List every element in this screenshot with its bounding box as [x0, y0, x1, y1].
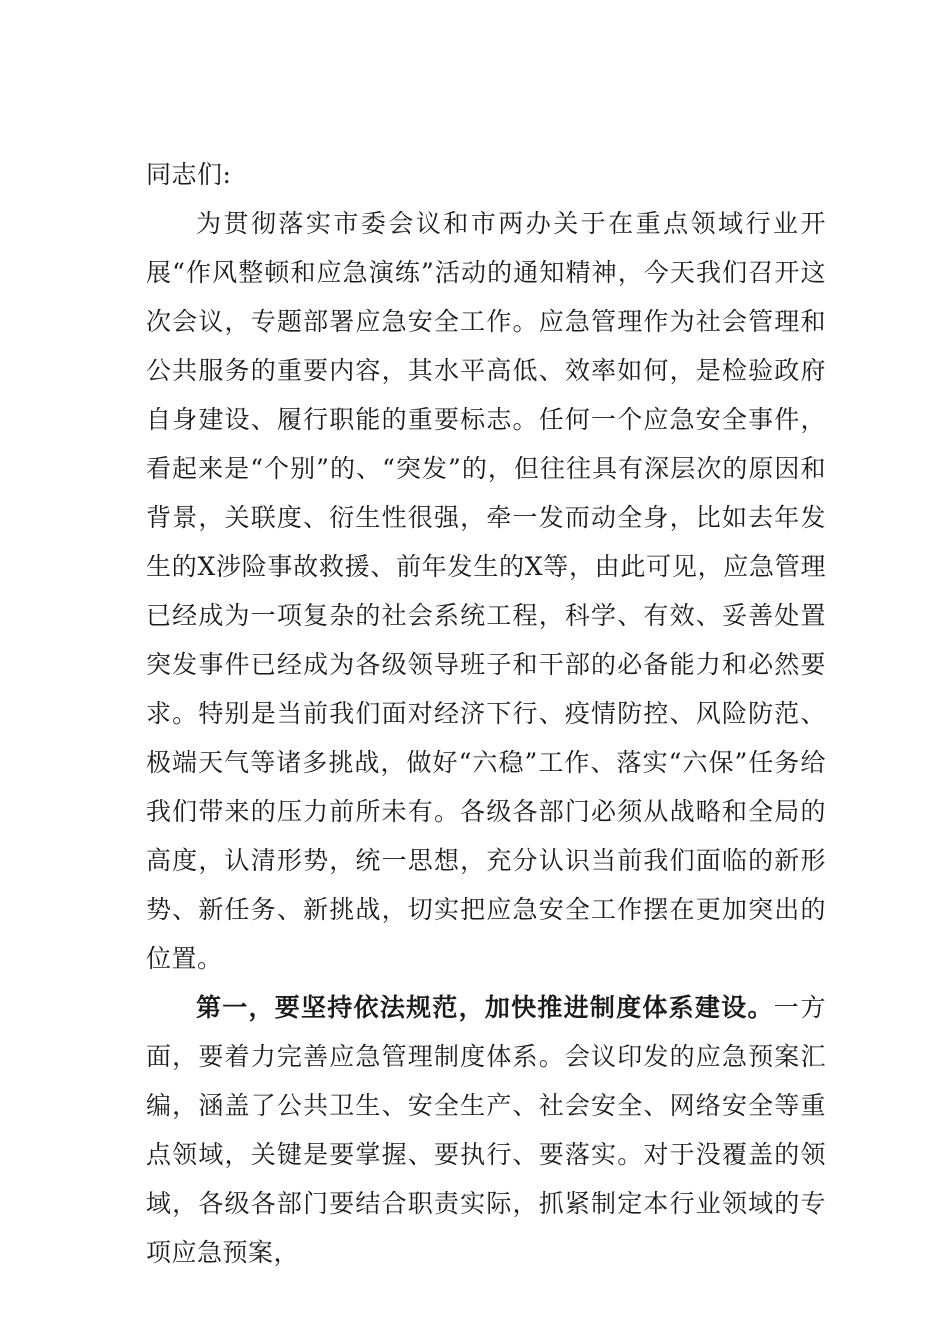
salutation: 同志们:: [146, 160, 232, 189]
paragraph-first-point: [146, 983, 826, 1277]
paragraph-heading: 第一，要坚持依法规范，加快推进制度体系建设。: [196, 993, 774, 1022]
paragraph-intro: 为贯彻落实市委会议和市两办关于在重点领域行业开展“作风整顿和应急演练”活动的通知精神，今天我们召开这次会议，专题部署应急安全工作。应急管理作为社会管理和公共服务的重要内容，其水平高低、效率如何，是检验政府自身建设、履行职能的重要标志。任何一个应急安全事件，看起来是“个别”的、“突发”的，但往往具有深层次的原因和背景，关联度、衍生性很强，牵一发而动全身，比如去年发生的X涉险事故救援、前年发生的X等，由此可见，应急管理已经成为一项复杂的社会系统工程，科学、有效、妥善处置突发事件已经成为各级领导班子和干部的必备能力和必然要求。特别是当前我们面对经济下行、疫情防控、风险防范、极端天气等诸多挑战，做好“六稳”工作、落实“六保”任务给我们带来的压力前所未有。各级各部门必须从战略和全局的高度，认清形势，统一思想，充分认识当前我们面临的新形势、新任务、新挑战，切实把应急安全工作摆在更加突出的位置。: [146, 209, 826, 973]
document-body: [146, 150, 826, 1277]
paragraph-body: 一方面，要着力完善应急管理制度体系。会议印发的应急预案汇编，涵盖了公共卫生、安全生产、社会安全、网络安全等重点领域，关键是要掌握、要执行、要落实。对于没覆盖的领域，各级各部门要结合职责实际，抓紧制定本行业领域的专项应急预案，: [146, 993, 826, 1267]
